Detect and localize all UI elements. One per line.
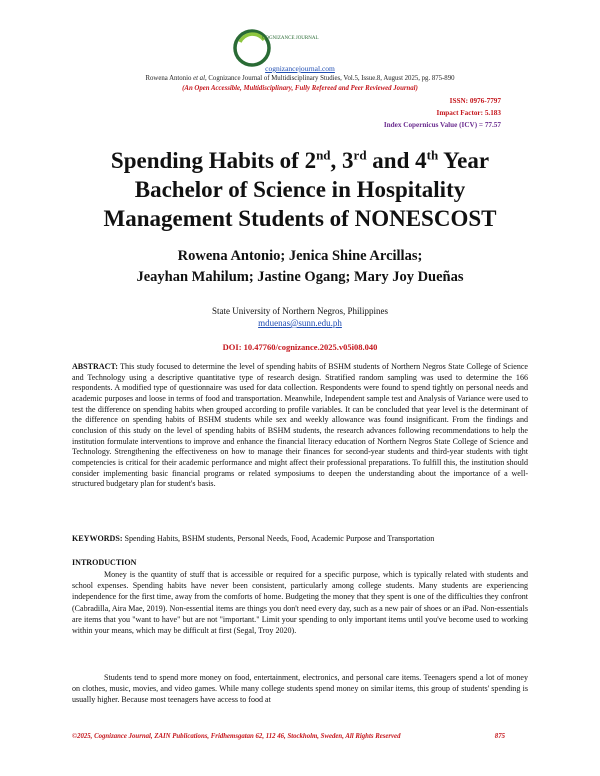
email-link[interactable]: mduenas@sunn.edu.ph: [258, 318, 342, 328]
impact-factor-label: Impact Factor: 5.183: [436, 109, 501, 117]
title-part-d: Year: [438, 148, 490, 173]
cognizance-logo-icon: [232, 28, 272, 68]
paper-title: [70, 146, 530, 233]
abstract: [72, 362, 528, 490]
title-line-2: Bachelor of Science in Hospitality: [134, 177, 466, 202]
authors-line-2: Jeayhan Mahilum; Jastine Ogang; Mary Joy Dueñas: [136, 269, 464, 285]
authors-line-1: Rowena Antonio; Jenica Shine Arcillas;: [177, 248, 423, 264]
title-part-a: Spending Habits of 2: [110, 148, 317, 173]
intro-paragraph-2: Students tend to spend more money on food, entertainment, electronics, and personal care items. Teenagers spend a lot of money on clothes, music, movies, and video games. While many college students spend money on similar items, this group of students' spending is usually higher. Because most teenagers have access to food at: [72, 673, 528, 705]
keywords-text: Spending Habits, BSHM students, Personal Needs, Food, Academic Purpose and Transportation: [122, 534, 435, 543]
authors: [60, 246, 540, 288]
icv-label: Index Copernicus Value (ICV) = 77.57: [383, 121, 501, 129]
title-sup-rd: rd: [353, 147, 367, 163]
keywords: [72, 534, 528, 545]
logo-text: COGNIZANCE JOURNAL: [262, 36, 319, 41]
abstract-label: ABSTRACT:: [72, 362, 118, 371]
citation-rest: , Cognizance Journal of Multidisciplinary Studies, Vol.5, Issue.8, August 2025, pg. 875-890: [204, 75, 455, 82]
title-part-b: , 3: [330, 148, 354, 173]
title-sup-th: th: [426, 147, 439, 163]
title-line-3: Management Students of NONESCOST: [103, 206, 497, 231]
issn-label: ISSN: 0976-7797: [449, 97, 501, 105]
title-sup-nd: nd: [316, 147, 331, 163]
keywords-label: KEYWORDS:: [72, 534, 123, 543]
title-part-c: and 4: [366, 148, 427, 173]
section-heading-introduction: INTRODUCTION: [72, 558, 137, 567]
footer-copyright: ©2025, Cognizance Journal, ZAIN Publications, Fridhemsgatan 62, 112 46, Stockholm, Sweden, All Rights Reserved: [72, 733, 401, 740]
citation-line: [0, 75, 600, 82]
affiliation: State University of Northern Negros, Philippines: [212, 306, 388, 316]
site-url-link[interactable]: cognizancejournal.com: [265, 64, 335, 73]
citation-authors: Rowena Antonio: [145, 75, 192, 82]
open-access-note: (An Open Accessible, Multidisciplinary, Fully Refereed and Peer Reviewed Journal): [182, 85, 418, 92]
doi-label[interactable]: DOI: 10.47760/cognizance.2025.v05i08.040: [222, 342, 378, 352]
citation-etal: et al: [193, 75, 205, 82]
abstract-text: This study focused to determine the level of spending habits of BSHM students of Northern Negros State College of Science and Technology using a descriptive quantitative type of research design. Stratified random sampling was used to determine the 166 respondents. A modified type of questionnaire was used for data collection. Respondents were found to spend tightly on personal needs and academic purposes and loose in terms of food and transportation. Meanwhile, Independent sample test and Analysis of Variance were used to test the difference on spending habits when grouped according to profile variables. It can be concluded that year level is the determinant of the difference on spending habits of BSHM students while sex and weekly allowance was found insignificant. From the findings and conclusion of this study on the level of spending habits of BSHM students, the research advances following recommendations to help the institution formulate interventions to improve and enhance the financial literacy education of Northern Negros State College of Science and Technology. Strengthening the effectiveness on how to manage their finances for second-year students and third-year students with tight competencies is critical for their academic performance and might affect their professional preparations. To fulfill this, the institution should consider implementing basic financial programs or related symposiums to deepen the understanding about the importance of a well-structured budgetary plan for student's basis.: [72, 362, 528, 489]
intro-paragraph-1: Money is the quantity of stuff that is accessible or required for a specific purpose, which is typically related with students and school expenses. Spending habits have never been consistent, particularly among college students. Many students are experiencing independence for the first time, away from the comforts of home. Budgeting the money that they spent is one of the difficulties they confront (Cabradilla, Aira Mae, 2019). Non-essential items are things you don't need every day, such as a new pair of shoes or an iPad. Non-essentials are items that you "want to have" but are not "important." Limit your spending to only important items until you've become used to working within your means, which may be difficult at first (Segal, Troy 2020).: [72, 570, 528, 636]
page-number: 875: [494, 733, 505, 740]
